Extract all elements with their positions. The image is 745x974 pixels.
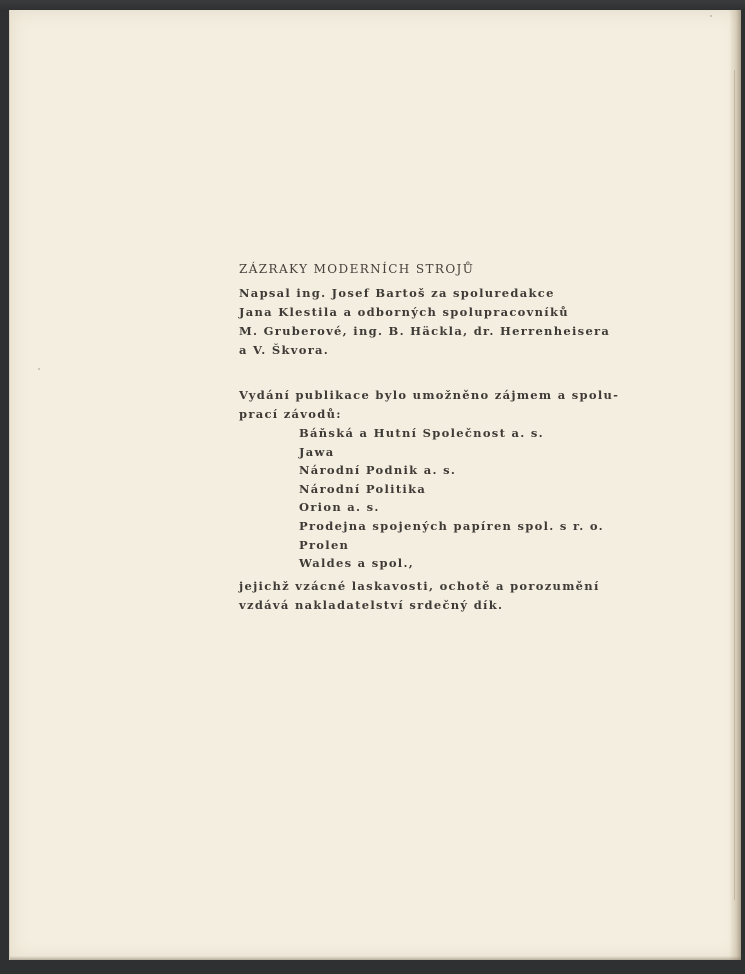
sponsor-list xyxy=(299,424,619,573)
sponsor-item: Národní Podnik a. s. xyxy=(299,463,457,478)
sponsor-item: Jawa xyxy=(299,444,335,459)
sponsor-item: Waldes a spol., xyxy=(299,556,415,571)
sponsor-item: Báňská a Hutní Společnost a. s. xyxy=(299,426,544,440)
sponsor-item: Prodejna spojených papíren spol. s r. o. xyxy=(299,518,604,533)
closing-line: vzdává nakladatelství srdečný dík. xyxy=(239,597,504,612)
authorship-line: Napsal ing. Josef Bartoš za spoluredakce xyxy=(239,286,555,300)
colophon-text xyxy=(239,262,619,615)
page-edge-shadow xyxy=(729,10,741,960)
authorship-line: a V. Škvora. xyxy=(239,343,330,357)
book-page xyxy=(9,10,741,960)
intro-line: prací závodů: xyxy=(239,407,342,421)
sponsor-item: Orion a. s. xyxy=(299,500,380,515)
authorship-line: M. Gruberové, ing. B. Häckla, dr. Herrenheisera xyxy=(239,324,611,338)
sponsor-item: Národní Politika xyxy=(299,481,427,496)
authorship-line: Jana Klestila a odborných spolupracovníků xyxy=(239,305,569,319)
closing-line: jejichž vzácné laskavosti, ochotě a porozumění xyxy=(239,578,600,593)
book-title: ZÁZRAKY MODERNÍCH STROJŮ xyxy=(239,262,475,276)
intro-line: Vydání publikace bylo umožněno zájmem a spolu- xyxy=(239,388,620,402)
page-bottom-shadow xyxy=(10,956,741,960)
closing-paragraph xyxy=(239,577,619,615)
paper-speck xyxy=(38,368,40,370)
sponsor-item: Prolen xyxy=(299,537,350,552)
acknowledgement-intro xyxy=(239,386,619,424)
paper-speck xyxy=(710,15,712,17)
authorship-paragraph xyxy=(239,284,619,360)
